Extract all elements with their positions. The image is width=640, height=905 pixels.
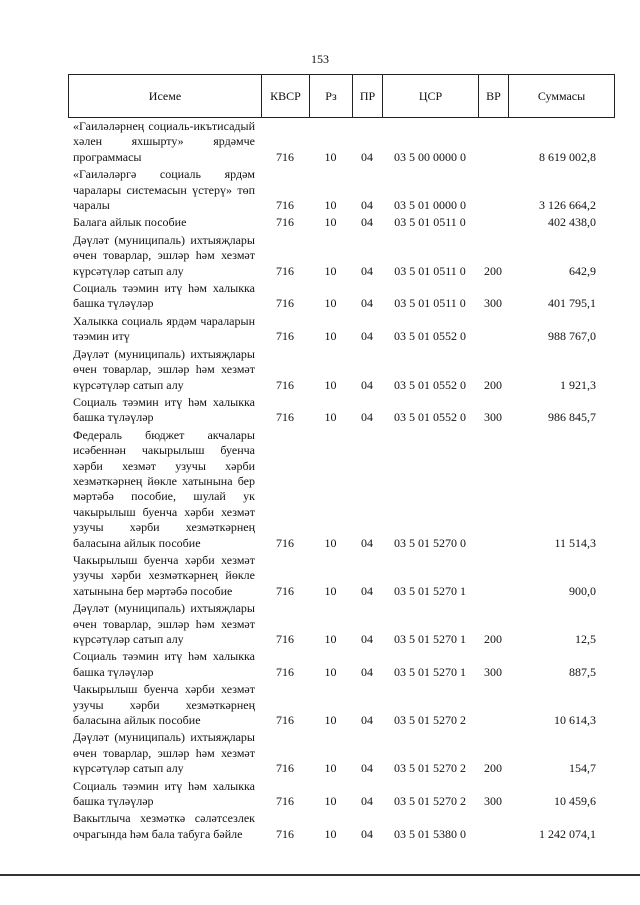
- table-row: [68, 119, 614, 167]
- table-row: [68, 779, 614, 812]
- cell-rz: 10: [324, 410, 337, 425]
- cell-pr: 04: [361, 761, 373, 776]
- cell-name: Чакырылыш буенча хәрби хезмәт узучы хәрби хезмәткәрнең баласына айлык пособие: [73, 682, 255, 728]
- cell-kvsr: 716: [276, 198, 294, 213]
- cell-pr: 04: [361, 377, 373, 392]
- cell-csr: 03 5 01 5270 2: [394, 713, 466, 728]
- cell-vr: 200: [484, 263, 502, 278]
- cell-name: Дәүләт (муниципаль) ихтыяҗлары өчен товарлар, эшләр һәм хезмәт күрсәтүләр сатып алу: [73, 730, 255, 776]
- column-header-name: Исеме: [69, 75, 262, 118]
- cell-kvsr: 716: [276, 410, 294, 425]
- cell-csr: 03 5 01 5270 2: [394, 794, 466, 809]
- cell-kvsr: 716: [276, 761, 294, 776]
- cell-rz: 10: [324, 713, 337, 728]
- cell-kvsr: 716: [276, 215, 294, 230]
- cell-vr: 300: [484, 794, 502, 809]
- cell-sum: 986 845,7: [548, 410, 596, 425]
- cell-sum: 642,9: [569, 263, 596, 278]
- table-row: [68, 215, 614, 232]
- cell-csr: 03 5 01 0552 0: [394, 410, 466, 425]
- cell-pr: 04: [361, 149, 373, 164]
- cell-name: Социаль тәэмин итү һәм халыкка башка түләүләр: [73, 649, 255, 679]
- cell-sum: 1 921,3: [560, 377, 596, 392]
- table-row: [68, 553, 614, 601]
- cell-kvsr: 716: [276, 377, 294, 392]
- cell-vr: [478, 119, 508, 167]
- cell-pr: 04: [361, 632, 373, 646]
- cell-sum: 887,5: [569, 664, 596, 679]
- cell-vr: 300: [484, 410, 502, 425]
- cell-csr: 03 5 01 5270 1: [394, 664, 466, 679]
- cell-sum: 154,7: [569, 761, 596, 776]
- cell-sum: 10 459,6: [554, 794, 596, 809]
- table-header: [68, 74, 615, 118]
- cell-csr: 03 5 01 0552 0: [394, 377, 466, 392]
- cell-pr: 04: [361, 296, 373, 311]
- cell-rz: 10: [324, 329, 337, 344]
- cell-sum: 10 614,3: [554, 713, 596, 728]
- cell-pr: 04: [361, 215, 373, 230]
- cell-csr: 03 5 00 0000 0: [394, 149, 466, 164]
- cell-rz: 10: [324, 761, 337, 776]
- cell-vr: 200: [484, 761, 502, 776]
- cell-name: «Гаиләләрнең социаль-икътисадый хәлен яхшырту» ярдәмче программасы: [73, 119, 255, 164]
- table-row: [68, 395, 614, 428]
- cell-sum: 988 767,0: [548, 329, 596, 344]
- cell-rz: 10: [324, 149, 337, 164]
- cell-vr: [478, 682, 508, 730]
- cell-sum: 11 514,3: [554, 535, 596, 550]
- cell-kvsr: 716: [276, 535, 294, 550]
- cell-kvsr: 716: [276, 713, 294, 728]
- column-header-pr: ПР: [353, 75, 383, 118]
- cell-vr: 300: [484, 664, 502, 679]
- cell-vr: [478, 553, 508, 601]
- table-row: [68, 730, 614, 778]
- cell-rz: 10: [324, 377, 337, 392]
- table-row: [68, 601, 614, 649]
- cell-pr: 04: [361, 794, 373, 809]
- cell-kvsr: 716: [276, 794, 294, 809]
- cell-rz: 10: [324, 296, 337, 311]
- cell-name: Халыкка социаль ярдәм чараларын тәэмин итү: [73, 313, 255, 344]
- cell-sum: 8 619 002,8: [539, 149, 596, 164]
- cell-csr: 03 5 01 0511 0: [394, 215, 466, 230]
- cell-csr: 03 5 01 5270 1: [394, 583, 466, 598]
- cell-name: Вакытлыча хезмәткә сәләтсезлек очрагында һәм бала табуга бәйле: [73, 811, 255, 841]
- cell-rz: 10: [324, 263, 337, 278]
- cell-vr: [478, 428, 508, 553]
- cell-pr: 04: [361, 583, 373, 598]
- scan-border-line: [0, 874, 640, 876]
- cell-name: Дәүләт (муниципаль) ихтыяҗлары өчен товарлар, эшләр һәм хезмәт күрсәтүләр сатып алу: [73, 601, 255, 646]
- cell-sum: 3 126 664,2: [539, 198, 596, 213]
- table-row: [68, 682, 614, 730]
- table-row: [68, 233, 614, 281]
- cell-pr: 04: [361, 826, 373, 841]
- cell-name: Социаль тәэмин итү һәм халыкка башка түләүләр: [73, 281, 255, 311]
- page-number: 153: [311, 52, 329, 66]
- cell-kvsr: 716: [276, 583, 294, 598]
- cell-kvsr: 716: [276, 826, 294, 841]
- cell-vr: [478, 215, 508, 232]
- cell-sum: 402 438,0: [548, 215, 596, 230]
- cell-pr: 04: [361, 713, 373, 728]
- cell-csr: 03 5 01 0000 0: [394, 198, 466, 213]
- cell-kvsr: 716: [276, 149, 294, 164]
- cell-csr: 03 5 01 0511 0: [394, 296, 466, 311]
- cell-name: Балага айлык пособие: [73, 215, 187, 230]
- cell-kvsr: 716: [276, 263, 294, 278]
- column-header-sum: Суммасы: [509, 75, 615, 118]
- cell-name: Федераль бюджет акчалары исәбеннән чакырылыш буенча хәрби хезмәт узучы хәрби хезмәткәрнең йөкле хатынына бер мәртәбә пособие, шулай ук чакырылыш буенча хәрби хезмәт узучы хәрби хезмәткәрнең баласына айлык пособие: [73, 427, 255, 550]
- cell-kvsr: 716: [276, 296, 294, 311]
- cell-kvsr: 716: [276, 632, 294, 646]
- column-header-rz: Рз: [310, 75, 353, 118]
- cell-name: «Гаиләләргә социаль ярдәм чаралары системасын үстерү» төп чаралы: [73, 167, 255, 213]
- cell-pr: 04: [361, 664, 373, 679]
- cell-vr: [478, 167, 508, 215]
- cell-pr: 04: [361, 535, 373, 550]
- cell-csr: 03 5 01 5270 2: [394, 761, 466, 776]
- cell-name: Социаль тәэмин итү һәм халыкка башка түләүләр: [73, 394, 255, 425]
- table-row: [68, 347, 614, 395]
- cell-pr: 04: [361, 198, 373, 213]
- cell-rz: 10: [324, 198, 337, 213]
- cell-sum: 1 242 074,1: [539, 826, 596, 841]
- budget-table: [68, 119, 614, 844]
- cell-csr: 03 5 01 5380 0: [394, 826, 466, 841]
- cell-name: Дәүләт (муниципаль) ихтыяҗлары өчен товарлар, эшләр һәм хезмәт күрсәтүләр сатып алу: [73, 232, 255, 278]
- cell-name: Чакырылыш буенча хәрби хезмәт узучы хәрби хезмәткәрнең йөкле хатынына бер мәртәбә пособие: [73, 552, 255, 598]
- cell-vr: [478, 314, 508, 347]
- table-row: [68, 811, 614, 844]
- cell-rz: 10: [324, 535, 337, 550]
- cell-kvsr: 716: [276, 664, 294, 679]
- cell-rz: 10: [324, 794, 337, 809]
- cell-csr: 03 5 01 0511 0: [394, 263, 466, 278]
- cell-sum: 12,5: [575, 632, 596, 646]
- cell-vr: 200: [484, 377, 502, 392]
- column-header-vr: ВР: [479, 75, 509, 118]
- cell-pr: 04: [361, 329, 373, 344]
- cell-vr: [478, 811, 508, 844]
- cell-name: Дәүләт (муниципаль) ихтыяҗлары өчен товарлар, эшләр һәм хезмәт күрсәтүләр сатып алу: [73, 346, 255, 392]
- cell-pr: 04: [361, 263, 373, 278]
- cell-csr: 03 5 01 0552 0: [394, 329, 466, 344]
- cell-kvsr: 716: [276, 329, 294, 344]
- cell-sum: 401 795,1: [548, 296, 596, 311]
- cell-csr: 03 5 01 5270 0: [394, 535, 466, 550]
- cell-rz: 10: [324, 664, 337, 679]
- table-row: [68, 167, 614, 215]
- table-row: [68, 281, 614, 314]
- cell-sum: 900,0: [569, 583, 596, 598]
- column-header-csr: ЦСР: [383, 75, 479, 118]
- table-row: [68, 314, 614, 347]
- table-row: [68, 428, 614, 553]
- cell-name: Социаль тәэмин итү һәм халыкка башка түләүләр: [73, 778, 255, 809]
- column-header-kvsr: КВСР: [262, 75, 310, 118]
- table-row: [68, 649, 614, 682]
- cell-csr: 03 5 01 5270 1: [394, 632, 466, 646]
- cell-rz: 10: [324, 583, 337, 598]
- cell-rz: 10: [324, 826, 337, 841]
- cell-vr: 300: [484, 296, 502, 311]
- cell-vr: 200: [484, 632, 502, 646]
- cell-pr: 04: [361, 410, 373, 425]
- cell-rz: 10: [324, 632, 337, 646]
- cell-rz: 10: [324, 215, 337, 230]
